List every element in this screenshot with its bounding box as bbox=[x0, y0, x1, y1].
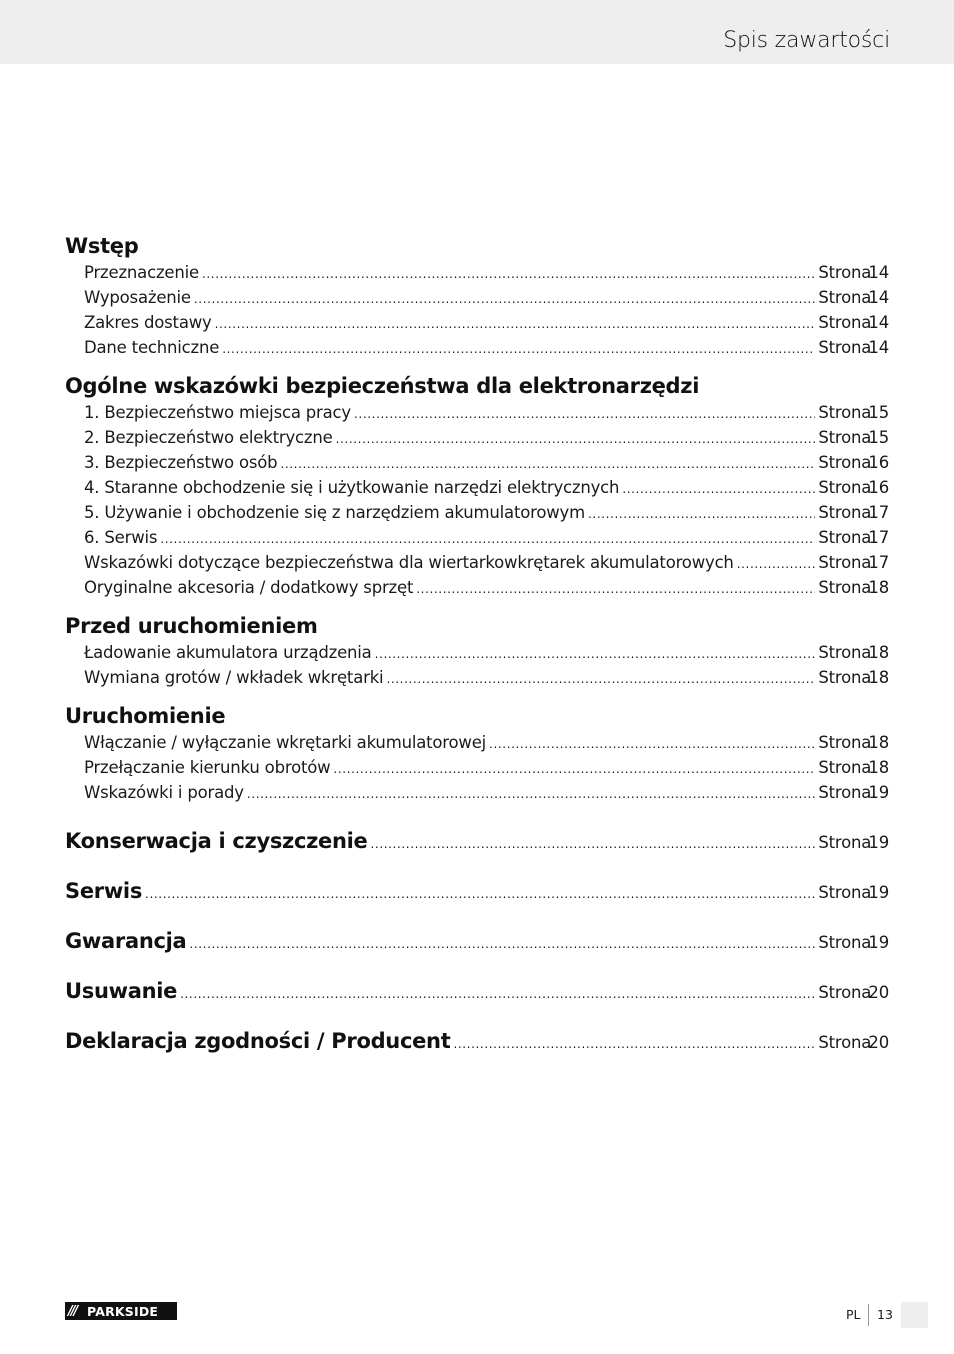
logo-slashes: /// bbox=[68, 1303, 77, 1319]
toc-entry[interactable] bbox=[84, 310, 889, 335]
entry-label: 4. Staranne obchodzenie się i użytkowanie narzędzi elektrycznych bbox=[84, 478, 620, 497]
entry-label: 2. Bezpieczeństwo elektryczne bbox=[84, 428, 333, 447]
entry-label: Oryginalne akcesoria / dodatkowy sprzęt bbox=[84, 578, 414, 597]
entry-page-number: 18 bbox=[868, 578, 889, 597]
dot-leader bbox=[375, 640, 816, 667]
entry-label: Przełączanie kierunku obrotów bbox=[84, 758, 331, 777]
entry-strona: Strona bbox=[818, 883, 872, 902]
dot-leader bbox=[737, 550, 816, 577]
dot-leader bbox=[280, 450, 815, 477]
dot-leader bbox=[247, 780, 816, 807]
footer-tab-box bbox=[901, 1302, 928, 1328]
dot-leader bbox=[160, 525, 815, 552]
entry-strona: Strona bbox=[818, 833, 872, 852]
language-code: PL bbox=[846, 1307, 861, 1322]
entry-strona: Strona bbox=[818, 553, 872, 572]
toc-entry[interactable] bbox=[84, 730, 889, 755]
entry-label: Włączanie / wyłączanie wkrętarki akumulatorowej bbox=[84, 733, 487, 752]
toc-entry[interactable] bbox=[84, 780, 889, 805]
dot-leader bbox=[416, 575, 815, 602]
entry-page-number: 19 bbox=[868, 883, 889, 902]
toc-entry[interactable] bbox=[84, 550, 889, 575]
toc-entry[interactable] bbox=[84, 575, 889, 600]
main-entry-title: Deklaracja zgodności / Producent bbox=[65, 1029, 451, 1053]
toc-section bbox=[65, 232, 889, 360]
toc-entry[interactable] bbox=[84, 425, 889, 450]
entry-page-number: 20 bbox=[868, 1033, 889, 1052]
entry-strona: Strona bbox=[818, 758, 872, 777]
main-entry-title: Usuwanie bbox=[65, 979, 178, 1003]
entry-page-number: 19 bbox=[868, 933, 889, 952]
toc-section bbox=[65, 702, 889, 805]
entry-page-number: 15 bbox=[868, 428, 889, 447]
entry-label: Dane techniczne bbox=[84, 338, 220, 357]
section-title: Wstęp bbox=[65, 234, 139, 258]
entry-page-number: 17 bbox=[868, 503, 889, 522]
entry-page-number: 17 bbox=[868, 553, 889, 572]
entry-page-number: 20 bbox=[868, 983, 889, 1002]
entry-strona: Strona bbox=[818, 643, 872, 662]
dot-leader bbox=[354, 400, 815, 427]
entry-label: 6. Serwis bbox=[84, 528, 158, 547]
dot-leader bbox=[622, 475, 815, 502]
dot-leader bbox=[336, 425, 816, 452]
entry-page-number: 14 bbox=[868, 288, 889, 307]
entry-label: 3. Bezpieczeństwo osób bbox=[84, 453, 278, 472]
dot-leader bbox=[333, 755, 815, 782]
page-title: Spis zawartości bbox=[723, 28, 890, 53]
entry-strona: Strona bbox=[818, 933, 872, 952]
entry-strona: Strona bbox=[818, 983, 872, 1002]
section-title: Uruchomienie bbox=[65, 704, 226, 728]
dot-leader bbox=[180, 968, 815, 1019]
entry-page-number: 17 bbox=[868, 528, 889, 547]
table-of-contents bbox=[65, 232, 889, 1066]
entry-page-number: 18 bbox=[868, 643, 889, 662]
entry-strona: Strona bbox=[818, 338, 872, 357]
dot-leader bbox=[202, 260, 815, 287]
toc-section bbox=[65, 372, 889, 600]
section-title: Przed uruchomieniem bbox=[65, 614, 318, 638]
toc-entry[interactable] bbox=[84, 450, 889, 475]
dot-leader bbox=[215, 310, 816, 337]
logo-text: PARKSIDE bbox=[87, 1303, 159, 1319]
toc-entry[interactable] bbox=[84, 335, 889, 360]
parkside-logo bbox=[65, 1302, 177, 1320]
entry-label: Wyposażenie bbox=[84, 288, 191, 307]
toc-section bbox=[65, 612, 889, 690]
entry-label: Przeznaczenie bbox=[84, 263, 199, 282]
entry-label: 1. Bezpieczeństwo miejsca pracy bbox=[84, 403, 351, 422]
toc-entry[interactable] bbox=[84, 260, 889, 285]
entry-strona: Strona bbox=[818, 733, 872, 752]
toc-entry[interactable] bbox=[84, 500, 889, 525]
toc-entry[interactable] bbox=[84, 285, 889, 310]
dot-leader bbox=[386, 665, 815, 692]
entry-label: Wskazówki i porady bbox=[84, 783, 244, 802]
dot-leader bbox=[489, 730, 815, 757]
entry-strona: Strona bbox=[818, 578, 872, 597]
entry-strona: Strona bbox=[818, 428, 872, 447]
toc-main-entry[interactable] bbox=[65, 866, 889, 916]
toc-main-entry[interactable] bbox=[65, 816, 889, 866]
entry-label: Wskazówki dotyczące bezpieczeństwa dla wiertarkowkrętarek akumulatorowych bbox=[84, 553, 734, 572]
entry-strona: Strona bbox=[818, 668, 872, 687]
dot-leader bbox=[145, 868, 815, 919]
toc-main-entry[interactable] bbox=[65, 916, 889, 966]
entry-page-number: 19 bbox=[868, 833, 889, 852]
entry-strona: Strona bbox=[818, 403, 872, 422]
entry-label: Wymiana grotów / wkładek wkrętarki bbox=[84, 668, 384, 687]
entry-strona: Strona bbox=[818, 453, 872, 472]
entry-page-number: 16 bbox=[868, 453, 889, 472]
toc-entry[interactable] bbox=[84, 755, 889, 780]
dot-leader bbox=[189, 918, 815, 969]
footer-divider bbox=[868, 1304, 869, 1326]
entry-label: Zakres dostawy bbox=[84, 313, 212, 332]
dot-leader bbox=[453, 1018, 815, 1069]
toc-entry[interactable] bbox=[84, 400, 889, 425]
main-entry-title: Gwarancja bbox=[65, 929, 187, 953]
section-title: Ogólne wskazówki bezpieczeństwa dla elektronarzędzi bbox=[65, 374, 700, 398]
toc-main-entry[interactable] bbox=[65, 1016, 889, 1066]
dot-leader bbox=[370, 818, 815, 869]
toc-main-entry[interactable] bbox=[65, 966, 889, 1016]
entry-label: 5. Używanie i obchodzenie się z narzędziem akumulatorowym bbox=[84, 503, 585, 522]
entry-page-number: 14 bbox=[868, 263, 889, 282]
entry-strona: Strona bbox=[818, 1033, 872, 1052]
entry-strona: Strona bbox=[818, 263, 872, 282]
dot-leader bbox=[194, 285, 816, 312]
entry-page-number: 16 bbox=[868, 478, 889, 497]
entry-strona: Strona bbox=[818, 313, 872, 332]
entry-strona: Strona bbox=[818, 783, 872, 802]
dot-leader bbox=[588, 500, 815, 527]
entry-page-number: 14 bbox=[868, 338, 889, 357]
entry-page-number: 18 bbox=[868, 758, 889, 777]
page-number: 13 bbox=[877, 1307, 893, 1322]
entry-page-number: 14 bbox=[868, 313, 889, 332]
main-entry-title: Serwis bbox=[65, 879, 143, 903]
entry-page-number: 19 bbox=[868, 783, 889, 802]
entry-strona: Strona bbox=[818, 478, 872, 497]
entry-strona: Strona bbox=[818, 528, 872, 547]
toc-entry[interactable] bbox=[84, 665, 889, 690]
entry-page-number: 15 bbox=[868, 403, 889, 422]
toc-entry[interactable] bbox=[84, 525, 889, 550]
toc-entry[interactable] bbox=[84, 640, 889, 665]
dot-leader bbox=[222, 335, 815, 362]
main-entry-title: Konserwacja i czyszczenie bbox=[65, 829, 368, 853]
toc-entry[interactable] bbox=[84, 475, 889, 500]
entry-page-number: 18 bbox=[868, 733, 889, 752]
entry-strona: Strona bbox=[818, 503, 872, 522]
entry-label: Ładowanie akumulatora urządzenia bbox=[84, 643, 372, 662]
entry-strona: Strona bbox=[818, 288, 872, 307]
entry-page-number: 18 bbox=[868, 668, 889, 687]
